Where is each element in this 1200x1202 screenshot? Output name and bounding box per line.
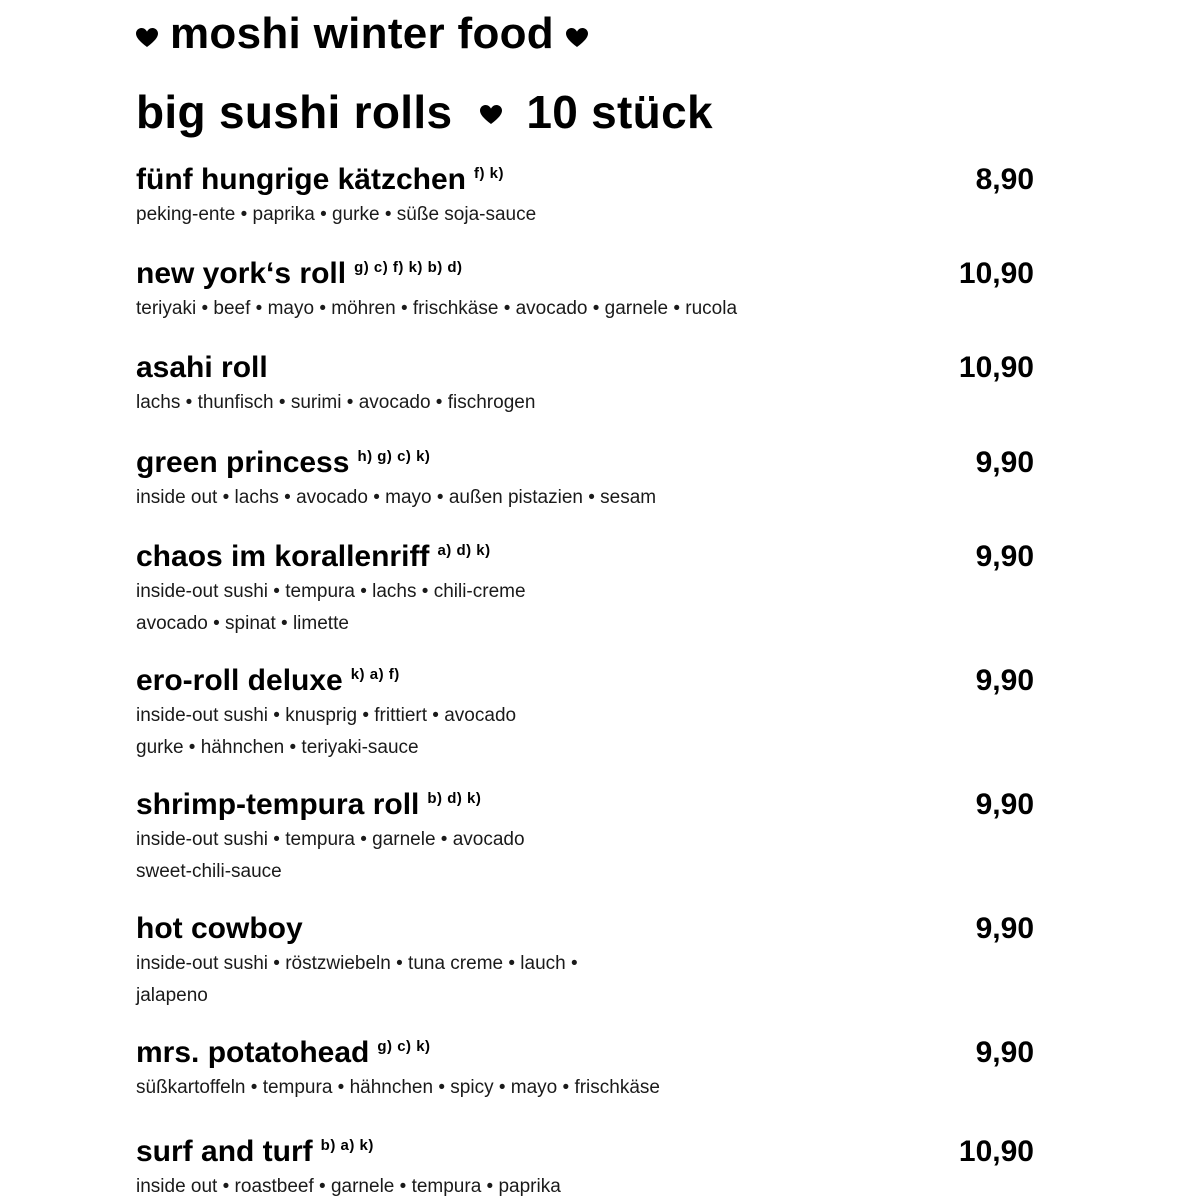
item-name-line <box>136 445 430 481</box>
menu-title: moshi winter food <box>170 9 554 58</box>
item-price: 9,90 <box>975 540 1034 573</box>
item-description: inside-out sushi • röstzwiebeln • tuna creme • lauch • <box>136 953 578 974</box>
menu-title-line <box>136 8 588 60</box>
menu-item <box>136 1035 1034 1103</box>
item-name-line <box>136 350 276 386</box>
item-allergens: b) d) k) <box>427 790 482 807</box>
item-allergens: h) g) c) k) <box>357 448 431 465</box>
item-description: inside-out sushi • knusprig • frittiert • avocado <box>136 705 517 726</box>
item-description: lachs • thunfisch • surimi • avocado • fischrogen <box>136 392 536 413</box>
item-name-line <box>136 911 311 947</box>
item-price: 9,90 <box>975 1036 1034 1069</box>
item-description: gurke • hähnchen • teriyaki-sauce <box>136 737 419 758</box>
item-name-line <box>136 1035 431 1071</box>
menu-item <box>136 1134 1034 1202</box>
item-description: sweet-chili-sauce <box>136 861 282 882</box>
item-allergens: g) c) k) <box>377 1038 431 1055</box>
item-price: 8,90 <box>975 163 1034 196</box>
menu-item <box>136 539 1034 639</box>
item-name: shrimp-tempura roll <box>136 788 420 821</box>
item-description: inside-out sushi • tempura • garnele • avocado <box>136 829 525 850</box>
item-allergens: a) d) k) <box>437 542 491 559</box>
item-price: 9,90 <box>975 788 1034 821</box>
heart-icon <box>480 105 502 127</box>
item-price: 9,90 <box>975 664 1034 697</box>
section-title-line <box>136 84 713 140</box>
item-price: 9,90 <box>975 446 1034 479</box>
item-name: ero-roll deluxe <box>136 664 343 697</box>
item-name: surf and turf <box>136 1135 313 1168</box>
item-name: new york‘s roll <box>136 257 347 290</box>
item-allergens: f) k) <box>474 165 504 182</box>
item-name: mrs. potatohead <box>136 1036 370 1069</box>
item-price: 10,90 <box>958 1135 1034 1168</box>
item-name: asahi roll <box>136 351 268 384</box>
item-name-line <box>136 256 463 292</box>
item-description: süßkartoffeln • tempura • hähnchen • spicy • mayo • frischkäse <box>136 1077 660 1098</box>
item-description: jalapeno <box>136 985 208 1006</box>
item-allergens: k) a) f) <box>350 666 400 683</box>
item-name-line <box>136 663 400 699</box>
item-price: 9,90 <box>975 912 1034 945</box>
item-name-line <box>136 1134 374 1170</box>
item-description: peking-ente • paprika • gurke • süße soja-sauce <box>136 204 537 225</box>
item-description: inside-out sushi • tempura • lachs • chili-creme <box>136 581 526 602</box>
section-count: 10 stück <box>526 86 713 138</box>
item-allergens: g) c) f) k) b) d) <box>354 259 463 276</box>
item-price: 10,90 <box>958 351 1034 384</box>
item-name: hot cowboy <box>136 912 303 945</box>
menu-item <box>136 256 1034 324</box>
heart-icon <box>136 28 158 50</box>
item-name-line <box>136 787 481 823</box>
menu-item <box>136 911 1034 1011</box>
menu-item <box>136 350 1034 418</box>
item-allergens: b) a) k) <box>320 1137 374 1154</box>
item-name: fünf hungrige kätzchen <box>136 163 466 196</box>
item-price: 10,90 <box>958 257 1034 290</box>
menu-item <box>136 663 1034 763</box>
item-description: teriyaki • beef • mayo • möhren • frischkäse • avocado • garnele • rucola <box>136 298 738 319</box>
section-title: big sushi rolls <box>136 86 453 138</box>
item-name: chaos im korallenriff <box>136 540 430 573</box>
menu-item <box>136 162 1034 230</box>
item-description: inside out • lachs • avocado • mayo • außen pistazien • sesam <box>136 487 657 508</box>
item-name-line <box>136 539 491 575</box>
menu-item <box>136 787 1034 887</box>
item-name: green princess <box>136 446 350 479</box>
menu-item <box>136 445 1034 513</box>
item-description: avocado • spinat • limette <box>136 613 349 634</box>
item-description: inside out • roastbeef • garnele • tempura • paprika <box>136 1176 561 1197</box>
heart-icon <box>566 28 588 50</box>
item-name-line <box>136 162 504 198</box>
